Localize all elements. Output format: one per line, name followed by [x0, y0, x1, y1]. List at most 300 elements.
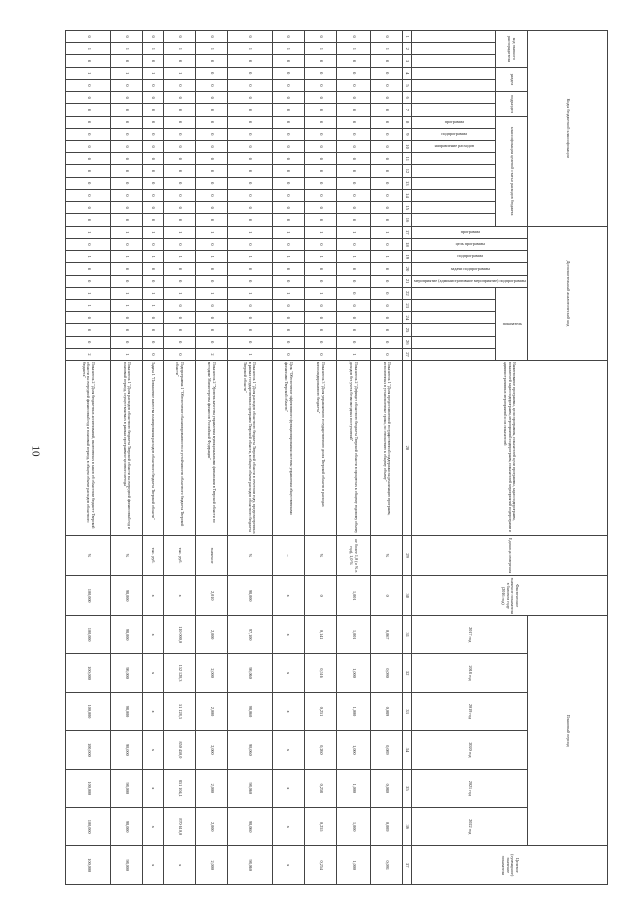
code-digit: [195, 238, 227, 250]
code-digit-text: 0: [248, 108, 254, 112]
code-digit: [336, 324, 370, 336]
column-number: [403, 312, 412, 324]
column-number: [403, 104, 412, 116]
header-budget-leaf: [412, 214, 496, 226]
indicator-year-value-text: х: [286, 710, 292, 713]
header-program-leaf: [412, 226, 528, 238]
code-digit: [163, 214, 195, 226]
indicator-base-value: [370, 576, 402, 616]
code-digit-text: 0: [384, 145, 390, 148]
column-number: [403, 769, 412, 807]
header-name: [412, 361, 608, 536]
code-digit: [163, 275, 195, 287]
column-number: [403, 535, 412, 576]
code-digit: [163, 128, 195, 140]
indicator-base-value-text: 0: [384, 594, 390, 597]
column-number-text: 27: [405, 352, 411, 357]
column-number: [403, 92, 412, 104]
code-digit: [195, 263, 227, 275]
indicator-name-text: Показатель 3 "Доля управляемого государственного долга Тверской области в расходах консолидированного бюджета": [316, 361, 325, 507]
code-digit-text: 0: [177, 108, 183, 112]
code-digit: [272, 79, 304, 91]
code-digit: [143, 55, 163, 67]
code-digit-text: 1: [209, 255, 215, 258]
indicator-target-value-text: 1,000: [351, 860, 357, 870]
column-number-text: 2: [405, 47, 411, 50]
column-number: [403, 287, 412, 299]
code-digit-text: 0: [286, 59, 292, 63]
code-digit-text: 0: [248, 169, 254, 173]
indicator-year-value: [272, 615, 304, 653]
code-digit: [370, 92, 402, 104]
indicator-year-value-text: х: [286, 672, 292, 675]
header-year-text: 2017 год: [467, 627, 473, 643]
indicator-base-value: [227, 576, 272, 616]
code-digit: [227, 31, 272, 43]
header-indicator-digit: [412, 300, 496, 312]
code-digit-text: 0: [318, 35, 324, 38]
indicator-unit: [272, 535, 304, 576]
code-digit: [111, 226, 143, 238]
code-digit: [195, 116, 227, 128]
code-digit: [195, 251, 227, 263]
program-indicators-table: [65, 30, 608, 885]
header-program-leaf-text: мероприятие (административное мероприятие) подпрограммы: [414, 277, 527, 283]
header-program-leaf-text: подпрограмма: [457, 253, 484, 259]
indicator-year-value-text: 98,060: [248, 820, 254, 833]
indicator-year-value: [195, 654, 227, 692]
header-unit: [412, 535, 608, 576]
indicator-unit-text: значение: [209, 547, 215, 564]
indicator-year-value: [143, 769, 163, 807]
code-digit-text: 1: [248, 353, 254, 356]
code-digit: [370, 153, 402, 165]
indicator-year-value: [163, 769, 195, 807]
header-section-text: раздел: [509, 73, 515, 86]
indicator-year-value: [336, 731, 370, 769]
code-digit-text: 0: [384, 304, 390, 307]
header-budget-leaf: [412, 165, 496, 177]
code-digit-text: 0: [125, 35, 131, 38]
indicator-year-value-text: 2,000: [209, 706, 215, 717]
indicator-unit: [227, 535, 272, 576]
column-number: [403, 67, 412, 79]
header-budget-leaf-text: программа: [444, 118, 464, 124]
code-digit: [336, 238, 370, 250]
table-row: [370, 31, 402, 885]
indicator-year-value-text: х: [286, 633, 292, 636]
code-digit-text: 0: [248, 316, 254, 319]
indicator-target-value: [195, 846, 227, 885]
indicator-year-value: [111, 731, 143, 769]
column-number-text: 14: [405, 193, 411, 198]
code-digit: [227, 43, 272, 55]
indicator-year-value: [66, 692, 111, 730]
indicator-name: [370, 361, 402, 536]
code-digit-text: 0: [351, 194, 357, 197]
code-digit-text: 0: [384, 157, 390, 160]
code-digit-text: 0: [286, 280, 292, 283]
code-digit: [272, 348, 304, 360]
code-digit: [195, 312, 227, 324]
code-digit-text: 0: [177, 145, 183, 148]
code-digit-text: 0: [248, 72, 254, 75]
code-digit: [163, 153, 195, 165]
code-digit: [336, 226, 370, 238]
code-digit-text: 0: [125, 206, 131, 209]
column-number: [403, 336, 412, 348]
header-budget-leaf: [412, 92, 496, 104]
code-digit: [66, 238, 111, 250]
code-digit-text: 0: [151, 280, 157, 283]
code-digit-text: 1: [248, 47, 254, 50]
header-indicator-digit: [412, 312, 496, 324]
indicator-year-value: [370, 654, 402, 692]
code-digit-text: 0: [209, 157, 215, 160]
code-digit-text: 1: [125, 292, 131, 295]
header-year: [412, 769, 528, 807]
code-digit: [66, 300, 111, 312]
indicator-year-value-text: 98,000: [125, 628, 131, 641]
code-digit: [227, 153, 272, 165]
code-digit: [66, 153, 111, 165]
code-digit-text: 0: [351, 35, 357, 38]
code-digit: [336, 92, 370, 104]
indicator-year-value: [111, 692, 143, 730]
indicator-year-value-text: 850 450,0: [177, 741, 183, 759]
code-digit: [163, 92, 195, 104]
code-digit: [143, 324, 163, 336]
code-digit: [163, 238, 195, 250]
indicator-target-value: [227, 846, 272, 885]
indicator-unit: [370, 535, 402, 576]
column-number-text: 19: [405, 254, 411, 260]
column-number-text: 1: [405, 35, 411, 38]
header-subsection-text: подраздел: [509, 94, 515, 113]
code-digit: [111, 312, 143, 324]
code-digit: [163, 336, 195, 348]
code-digit: [143, 92, 163, 104]
code-digit: [66, 324, 111, 336]
code-digit: [304, 177, 336, 189]
code-digit: [143, 214, 163, 226]
code-digit: [163, 104, 195, 116]
code-digit: [227, 116, 272, 128]
header-program-codes: [528, 226, 608, 360]
code-digit-text: 0: [384, 194, 390, 197]
code-digit: [111, 140, 143, 152]
code-digit: [195, 300, 227, 312]
indicator-base-value: [195, 576, 227, 616]
indicator-year-value: [163, 808, 195, 846]
code-digit-text: 0: [177, 316, 183, 319]
code-digit: [272, 312, 304, 324]
code-digit: [336, 348, 370, 360]
code-digit: [143, 287, 163, 299]
indicator-name-text: Показатель 2 "Доля бюджетных ассигнований, включенных в закон об областном бюджете Тверской области на очередной финансовый год и плановый период, в общем объеме расходов областного бюджета": [82, 361, 95, 529]
table-row: [143, 31, 163, 885]
column-number-text: 36: [405, 824, 411, 830]
code-digit: [195, 348, 227, 360]
code-digit: [370, 165, 402, 177]
code-digit-text: 0: [384, 84, 390, 87]
code-digit: [227, 128, 272, 140]
code-digit: [163, 31, 195, 43]
column-number: [403, 177, 412, 189]
code-digit: [370, 67, 402, 79]
column-number-text: 13: [405, 180, 411, 186]
indicator-year-value-text: х: [286, 748, 292, 751]
header-program-codes-text: Дополнительный аналитический код: [565, 260, 571, 327]
indicator-year-value: [370, 731, 402, 769]
indicator-year-value-text: х: [151, 748, 157, 751]
code-digit: [195, 226, 227, 238]
code-digit-text: 1: [86, 72, 92, 75]
code-digit: [111, 67, 143, 79]
code-digit: [66, 67, 111, 79]
code-digit-text: 0: [351, 341, 357, 344]
header-year-text: 2022 год: [467, 819, 473, 835]
header-budget-leaf: [412, 31, 496, 43]
code-digit: [143, 238, 163, 250]
code-digit-text: 0: [86, 243, 92, 246]
column-number: [403, 846, 412, 885]
code-digit: [111, 177, 143, 189]
header-program-leaf-text: показатель: [502, 320, 522, 326]
code-digit-text: 0: [209, 280, 215, 283]
code-digit-text: 0: [177, 328, 183, 332]
indicator-year-value-text: 98,060: [248, 744, 254, 756]
code-digit: [370, 55, 402, 67]
code-digit-text: 0: [248, 84, 254, 87]
code-digit: [227, 177, 272, 189]
code-digit: [163, 140, 195, 152]
code-digit-text: 0: [384, 243, 390, 246]
code-digit: [272, 324, 304, 336]
code-digit: [370, 336, 402, 348]
code-digit-text: 1: [151, 231, 157, 234]
code-digit-text: 0: [151, 328, 157, 332]
header-indicator-digit: [412, 324, 496, 336]
code-digit-text: 0: [86, 108, 92, 112]
header-budget-leaf-text: подпрограмма: [441, 130, 468, 136]
code-digit: [370, 79, 402, 91]
code-digit: [195, 202, 227, 214]
code-digit-text: 0: [86, 218, 92, 222]
indicator-year-value-text: х: [151, 672, 157, 675]
code-digit: [227, 336, 272, 348]
code-digit-text: 0: [351, 121, 357, 124]
code-digit-text: 0: [351, 218, 357, 222]
code-digit-text: 1: [125, 231, 131, 234]
indicator-target-value: [143, 846, 163, 885]
code-digit-text: 0: [318, 341, 324, 344]
indicator-year-value-text: 98,000: [125, 782, 131, 795]
code-digit-text: 0: [248, 206, 254, 209]
code-digit: [304, 251, 336, 263]
header-year-text: 2021 год: [467, 780, 473, 796]
code-digit: [304, 31, 336, 43]
code-digit: [336, 140, 370, 152]
indicator-name: [163, 361, 195, 536]
indicator-year-value: [66, 731, 111, 769]
code-digit: [272, 202, 304, 214]
code-digit: [272, 128, 304, 140]
code-digit-text: 0: [86, 182, 92, 185]
code-digit: [272, 238, 304, 250]
code-digit: [370, 226, 402, 238]
code-digit: [272, 287, 304, 299]
code-digit-text: 1: [351, 353, 357, 356]
code-digit: [370, 348, 402, 360]
code-digit-text: 0: [318, 353, 324, 356]
code-digit: [163, 43, 195, 55]
code-digit: [195, 128, 227, 140]
code-digit-text: 0: [384, 108, 390, 112]
code-digit-text: 0: [125, 218, 131, 222]
code-digit-text: 0: [318, 206, 324, 209]
code-digit-text: 0: [351, 316, 357, 319]
header-budget-leaf: [412, 177, 496, 189]
code-digit: [272, 336, 304, 348]
column-number-text: 30: [405, 593, 411, 598]
indicator-year-value-text: 2,000: [209, 822, 215, 832]
code-digit-text: 0: [209, 304, 215, 307]
indicator-year-value-text: 97,100: [248, 628, 254, 641]
code-digit-text: 0: [209, 84, 215, 87]
code-digit-text: 1: [318, 231, 324, 234]
code-digit-text: 0: [286, 169, 292, 173]
code-digit-text: 1: [151, 292, 157, 295]
indicator-base-value: [336, 576, 370, 616]
code-digit-text: 0: [151, 316, 157, 319]
code-digit-text: 0: [286, 194, 292, 197]
indicator-year-value: [111, 654, 143, 692]
indicator-unit: [163, 535, 195, 576]
code-digit-text: 0: [151, 108, 157, 112]
code-digit: [143, 116, 163, 128]
indicator-unit: [111, 535, 143, 576]
indicator-year-value-text: 98,060: [248, 782, 254, 795]
code-digit-text: 0: [177, 341, 183, 344]
indicator-unit: [143, 535, 163, 576]
code-digit-text: 0: [286, 328, 292, 332]
code-digit-text: 0: [177, 182, 183, 185]
code-digit-text: 0: [86, 169, 92, 173]
indicator-unit: [304, 535, 336, 576]
column-number-text: 5: [405, 84, 411, 87]
code-digit: [227, 214, 272, 226]
indicator-year-value: [195, 731, 227, 769]
column-number: [403, 128, 412, 140]
header-budget-leaf-text: направление расходов: [434, 143, 474, 149]
indicator-base-value: [143, 576, 163, 616]
code-digit: [66, 177, 111, 189]
indicator-year-value-text: 851 104,1: [177, 779, 183, 797]
indicator-target-value: [66, 846, 111, 885]
code-digit: [111, 251, 143, 263]
indicator-year-value-text: 0,089: [384, 822, 390, 832]
code-digit: [227, 300, 272, 312]
code-digit: [66, 312, 111, 324]
indicator-year-value: [370, 808, 402, 846]
code-digit-text: 1: [125, 304, 131, 307]
code-digit-text: 1: [318, 292, 324, 295]
header-base-text: Фактическое значение показателя в базовом году (2016 год): [500, 577, 521, 614]
code-digit-text: 0: [151, 121, 157, 124]
header-gr-code: [495, 31, 527, 68]
code-digit: [66, 348, 111, 360]
code-digit-text: 0: [351, 96, 357, 99]
header-budget-leaf: [412, 153, 496, 165]
code-digit-text: 2: [86, 353, 92, 356]
code-digit: [304, 43, 336, 55]
indicator-name: [66, 361, 111, 536]
code-digit-text: 0: [351, 292, 357, 295]
indicator-base-value-text: 1,001: [351, 590, 357, 601]
code-digit: [163, 287, 195, 299]
code-digit: [66, 31, 111, 43]
code-digit-text: 0: [177, 280, 183, 283]
header-program-leaf: [412, 263, 528, 275]
indicator-target-value: [272, 846, 304, 885]
code-digit: [304, 348, 336, 360]
indicator-year-value-text: х: [151, 787, 157, 790]
header-program-leaf: [495, 287, 527, 360]
code-digit: [304, 79, 336, 91]
code-digit: [227, 79, 272, 91]
indicator-year-value-text: 0,089: [384, 745, 390, 755]
indicator-year-value-text: х: [151, 710, 157, 713]
code-digit-text: 0: [248, 96, 254, 99]
indicator-year-value-text: 0,141: [318, 629, 324, 640]
code-digit: [111, 202, 143, 214]
code-digit-text: 0: [86, 267, 92, 271]
code-digit-text: 0: [209, 328, 215, 332]
code-digit: [336, 55, 370, 67]
code-digit-text: 0: [151, 218, 157, 222]
column-number-text: 18: [405, 242, 411, 247]
indicator-year-value: [227, 769, 272, 807]
code-digit: [66, 79, 111, 91]
code-digit: [111, 238, 143, 250]
indicator-year-value-text: 1,000: [351, 706, 357, 717]
indicator-name-text: Задача 1 "Повышение качества планирования расходов областного бюджета Тверской области": [151, 361, 156, 520]
code-digit: [304, 128, 336, 140]
column-number-text: 29: [405, 553, 411, 558]
code-digit-text: 0: [384, 267, 390, 271]
code-digit-text: 0: [177, 169, 183, 173]
code-digit-text: 0: [351, 328, 357, 332]
code-digit-text: 1: [86, 292, 92, 295]
indicator-target-value-text: 0,091: [384, 860, 390, 870]
indicator-year-value: [163, 692, 195, 730]
code-digit-text: 0: [318, 194, 324, 197]
code-digit: [370, 202, 402, 214]
indicator-unit-text: –: [286, 554, 292, 557]
column-number: [403, 324, 412, 336]
code-digit-text: 0: [286, 341, 292, 344]
indicator-year-value-text: 98,000: [125, 667, 131, 679]
indicator-year-value: [227, 808, 272, 846]
code-digit: [195, 177, 227, 189]
code-digit-text: 0: [286, 267, 292, 271]
indicator-target-value: [163, 846, 195, 885]
code-digit-text: 0: [351, 304, 357, 307]
code-digit-text: 1: [209, 231, 215, 234]
code-digit-text: 0: [125, 182, 131, 185]
header-budget-leaf: [412, 67, 496, 79]
